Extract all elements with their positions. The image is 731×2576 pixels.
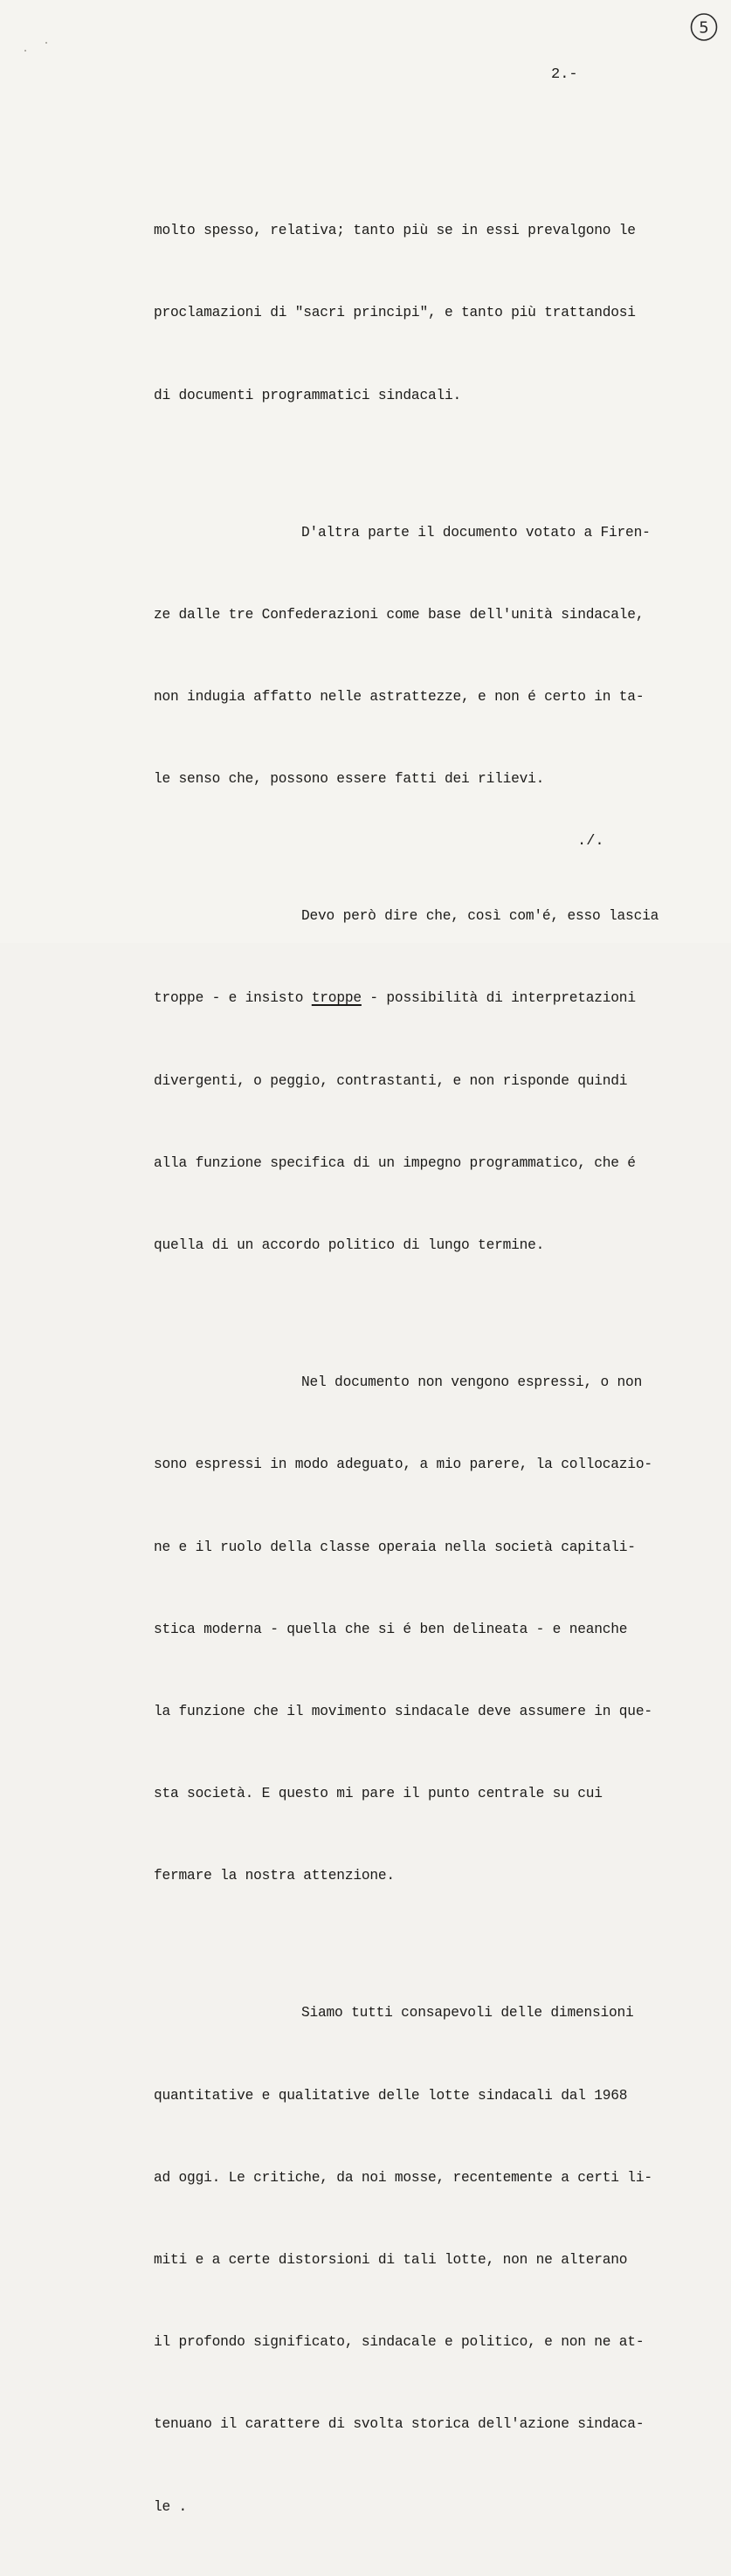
text-line [154, 985, 678, 1012]
text-line: divergenti, o peggio, contrastanti, e non risponde quindi [154, 1072, 628, 1089]
text-line: tenuano il carattere di svolta storica dell'azione sindaca- [154, 2416, 645, 2433]
text-line: stica moderna - quella che si é ben delineata - e neanche [154, 1621, 628, 1637]
text-line: fermare la nostra attenzione. [154, 1868, 395, 1884]
handwritten-page-stamp [689, 12, 719, 42]
paragraph-first-line: Devo però dire che, così com'é, esso lascia [301, 908, 659, 925]
text-line: le . [154, 2498, 188, 2515]
text-line: alla funzione specifica di un impegno programmatico, che é [154, 1154, 636, 1171]
paper-speck [24, 50, 26, 52]
text-segment: troppe - e insisto [154, 990, 312, 1007]
text-line: miti e a certe distorsioni di tali lotte, non ne alterano [154, 2251, 628, 2268]
text-line: sono espressi in modo adeguato, a mio parere, la collocazio- [154, 1457, 652, 1473]
text-line: molto spesso, relativa; tanto più se in essi prevalgono le [154, 223, 636, 239]
paper-speck [45, 42, 47, 44]
text-line: quella di un accordo politico di lungo termine. [154, 1237, 545, 1254]
text-line: sta società. E questo mi pare il punto centrale su cui [154, 1786, 603, 1802]
page-number: 2.- [551, 66, 578, 83]
text-line: ad oggi. Le critiche, da noi mosse, recentemente a certi li- [154, 2169, 652, 2186]
paragraph-first-line: D'altra parte il documento votato a Firen- [301, 524, 651, 541]
continuation-mark: ./. [577, 833, 604, 850]
underlined-word: troppe [311, 990, 362, 1007]
text-line: proclamazioni di "sacri principi", e tanto più trattandosi [154, 305, 636, 321]
text-line: ze dalle tre Confederazioni come base dell'unità sindacale, [154, 606, 645, 623]
text-line: ne e il ruolo della classe operaia nella società capitali- [154, 1539, 636, 1555]
stamp-number: 5 [699, 18, 709, 38]
text-line: non indugia affatto nelle astrattezze, e non é certo in ta- [154, 689, 645, 706]
text-segment: - possibilità di interpretazioni [361, 990, 636, 1007]
text-line: quantitative e qualitative delle lotte sindacali dal 1968 [154, 2087, 628, 2104]
text-line: le senso che, possono essere fatti dei rilievi. [154, 771, 545, 788]
text-line: di documenti programmatici sindacali. [154, 387, 462, 403]
text-line: il profondo significato, sindacale e politico, e non ne at- [154, 2334, 645, 2351]
document-body [154, 135, 678, 2576]
text-line: la funzione che il movimento sindacale deve assumere in que- [154, 1703, 652, 1719]
paragraph-first-line: Siamo tutti consapevoli delle dimensioni [301, 2005, 634, 2022]
paragraph-first-line: Nel documento non vengono espressi, o non [301, 1374, 643, 1391]
